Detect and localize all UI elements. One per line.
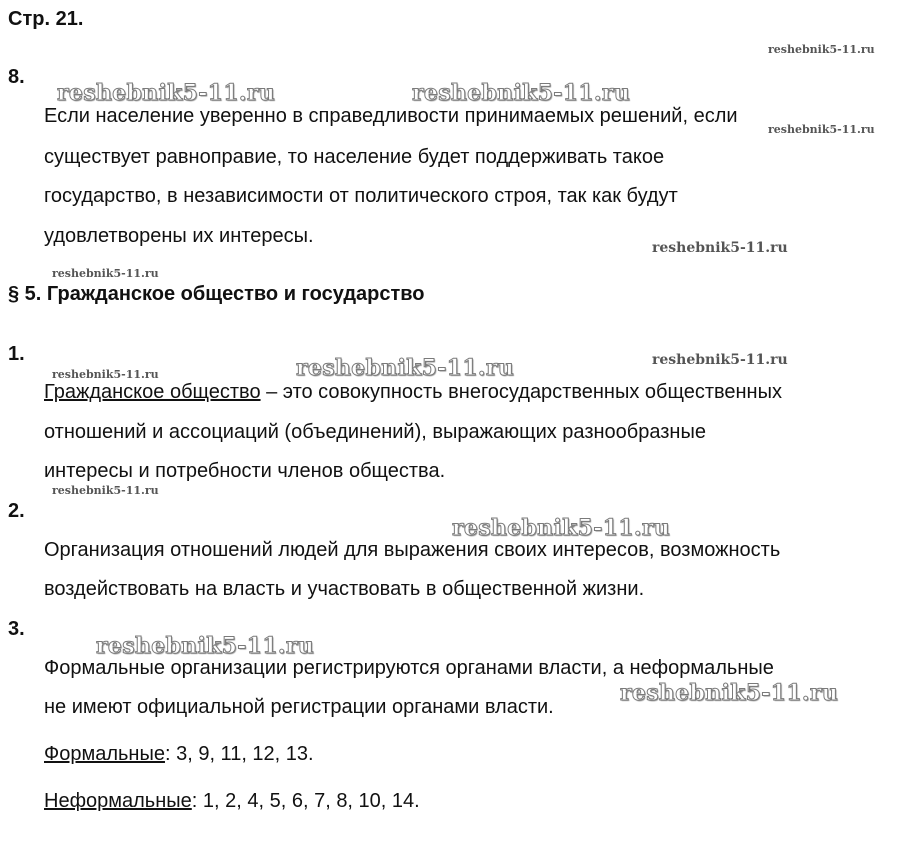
s1-line-3: интересы и потребности членов общества. [44,460,446,482]
s1-line-2: отношений и ассоциаций (объединений), выражающих разнообразные [44,421,706,443]
informal-label: Неформальные [44,790,192,812]
watermark: reshebnik5-11.ru [768,123,875,136]
formal-label: Формальные [44,743,165,765]
page-title: Стр. 21. [8,8,84,30]
s3-line-1: Формальные организации регистрируются органами власти, а неформальные [44,657,774,679]
watermark: reshebnik5-11.ru [412,80,631,106]
q8-line-4: удовлетворены их интересы. [44,225,314,247]
s3-formal-line [44,742,314,766]
informal-values: : 1, 2, 4, 5, 6, 7, 8, 10, 14. [191,790,420,812]
watermark: reshebnik5-11.ru [52,484,159,497]
watermark: reshebnik5-11.ru [96,633,315,659]
watermark: reshebnik5-11.ru [52,267,159,280]
watermark: reshebnik5-11.ru [620,680,839,706]
s3-informal-line [44,789,420,813]
item-3-number: 3. [8,618,25,640]
watermark: reshebnik5-11.ru [768,43,875,56]
term-civil-society: Гражданское общество [44,381,261,403]
q8-line-1: Если население уверенно в справедливости принимаемых решений, если [44,105,738,127]
s1-line-1-rest: – это совокупность внегосударственных общественных [260,381,782,403]
s2-line-1: Организация отношений людей для выражения своих интересов, возможность [44,539,781,561]
s1-line-1 [44,380,782,404]
section-title: § 5. Гражданское общество и государство [8,283,425,305]
watermark: reshebnik5-11.ru [452,515,671,541]
s2-line-2: воздействовать на власть и участвовать в общественной жизни. [44,578,645,600]
watermark: reshebnik5-11.ru [57,80,276,106]
watermark: reshebnik5-11.ru [652,352,788,368]
item-1-number: 1. [8,343,25,365]
watermark: reshebnik5-11.ru [652,240,788,256]
question-8-number: 8. [8,66,25,88]
watermark: reshebnik5-11.ru [52,368,159,381]
watermark: reshebnik5-11.ru [296,355,515,381]
q8-line-2: существует равноправие, то население будет поддерживать такое [44,146,665,168]
formal-values: : 3, 9, 11, 12, 13. [164,743,314,765]
item-2-number: 2. [8,500,25,522]
s3-line-2: не имеют официальной регистрации органами власти. [44,696,554,718]
q8-line-3: государство, в независимости от политического строя, так как будут [44,185,678,207]
